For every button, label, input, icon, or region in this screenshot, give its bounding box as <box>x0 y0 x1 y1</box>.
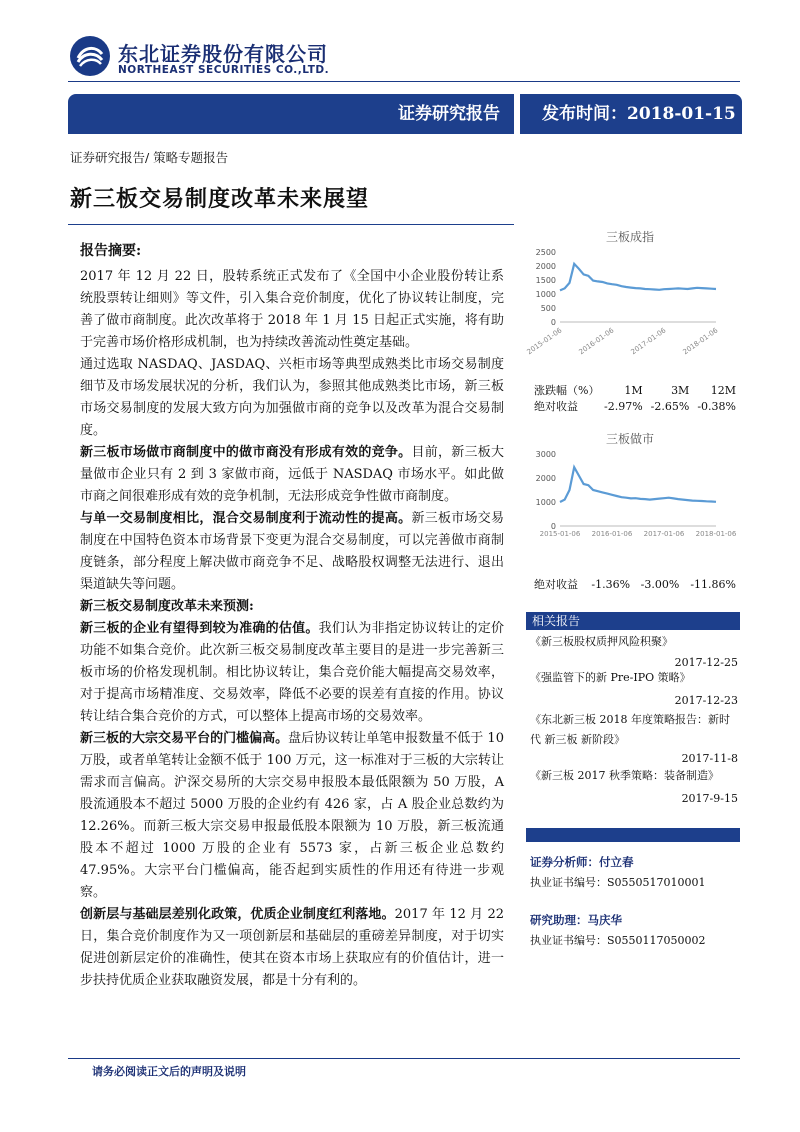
perf-table-2 <box>530 576 740 592</box>
header-divider <box>68 81 740 82</box>
paragraph: 新三板市场做市商制度中的做市商没有形成有效的竞争。目前，新三板大量做市企业只有 2 到 3 家做市商，远低于 NASDAQ 市场水平。如此做市商之间很难形成有效的竞争机制，无法形成竞争性做市商制度。 <box>80 445 504 504</box>
breadcrumb: 证券研究报告/ 策略专题报告 <box>70 150 229 165</box>
y-tick-label: 0 <box>550 318 556 327</box>
x-tick-label: 2015-01-06 <box>539 530 581 538</box>
x-tick-label: 2018-01-06 <box>695 530 737 538</box>
perf-row: 绝对收益 -1.36% -3.00% -11.86% <box>534 577 736 591</box>
sanban-market-maker-chart <box>526 448 740 548</box>
related-reports-header: 相关报告 <box>526 612 740 630</box>
x-tick-label: 2015-01-06 <box>526 326 564 356</box>
report-type-banner <box>68 94 514 134</box>
y-tick-label: 3000 <box>535 450 556 459</box>
company-name-cn: 东北证券股份有限公司 <box>118 42 328 66</box>
page-title: 新三板交易制度改革未来展望 <box>70 186 370 212</box>
y-tick-label: 1000 <box>535 290 556 299</box>
company-logo-icon <box>70 36 110 76</box>
related-report-title[interactable]: 《新三板股权质押风险积聚》 <box>530 635 673 648</box>
publish-date-banner <box>520 94 742 134</box>
related-report-date: 2017-12-23 <box>674 694 738 707</box>
analyst-cert-no: 执业证书编号：S0550517010001 <box>530 876 706 889</box>
y-tick-label: 2000 <box>535 474 556 483</box>
y-tick-label: 500 <box>540 304 556 313</box>
paragraph: 新三板交易制度改革未来预测: <box>80 599 254 614</box>
chart-title: 三板成指 <box>606 230 655 244</box>
chart-title: 三板做市 <box>606 432 655 446</box>
report-type-label: 证券研究报告 <box>398 104 500 124</box>
summary-heading: 报告摘要: <box>80 243 142 259</box>
perf-row: 绝对收益 -2.97% -2.65% -0.38% <box>534 399 736 413</box>
x-tick-label: 2018-01-06 <box>681 326 720 356</box>
publish-date-label: 发布时间：2018-01-15 <box>542 104 736 124</box>
series-line <box>560 264 716 291</box>
sanban-index-chart <box>526 246 740 356</box>
footer-divider <box>68 1058 740 1059</box>
y-tick-label: 1500 <box>535 276 556 285</box>
series-line <box>560 467 716 502</box>
sidebar-divider-bar <box>526 828 740 842</box>
related-report-title[interactable]: 《新三板 2017 秋季策略：装备制造》 <box>530 769 719 782</box>
perf-header-row: 涨跌幅（%） 1M 3M 12M <box>534 383 736 397</box>
paragraph: 创新层与基础层差别化政策，优质企业制度红利落地。2017 年 12 月 22 日，集合竞价制度作为又一项创新层和基础层的重磅差异制度，对于切实促进创新层定价的准确性，使其在资本市场上获取应有的价值估计，进一步扶持优质企业获取融资发展，都是十分有利的。 <box>80 907 504 988</box>
x-tick-label: 2016-01-06 <box>577 326 616 356</box>
footer-disclaimer: 请务必阅读正文后的声明及说明 <box>92 1065 246 1078</box>
y-tick-label: 2500 <box>535 248 556 257</box>
paragraph: 与单一交易制度相比，混合交易制度利于流动性的提高。新三板市场交易制度在中国特色资本市场背景下变更为混合交易制度，可以完善做市商制度链条，部分程度上解决做市商竞争不足、战略股权调整无法进行、退出渠道缺失等问题。 <box>80 511 504 592</box>
x-tick-label: 2017-01-06 <box>629 326 668 356</box>
analyst-name: 证券分析师：付立春 <box>530 855 634 869</box>
paragraph: 新三板的企业有望得到较为准确的估值。我们认为非指定协议转让的定价功能不如集合竞价。此次新三板交易制度改革主要目的是进一步完善新三板市场的价格发现机制。相比协议转让，集合竞价能大幅提高交易效率，对于提高市场精准度、交易效率，降低不必要的误差有直接的作用。协议转让结合集合竞价的方式，可以整体上提高市场的交易效率。 <box>80 621 504 724</box>
related-report-date: 2017-12-25 <box>674 656 738 669</box>
y-tick-label: 0 <box>550 522 556 531</box>
y-tick-label: 2000 <box>535 262 556 271</box>
paragraph: 2017 年 12 月 22 日，股转系统正式发布了《全国中小企业股份转让系统股票转让细则》等文件，引入集合竞价制度，优化了协议转让制度，完善了做市商制度。此次改革将于 2018 年 1 月 15 日起正式实施，将有助于完善市场价格形成机制，也为持续改善流动性奠定基础。 <box>80 269 504 350</box>
related-report-date: 2017-11-8 <box>681 752 738 765</box>
y-tick-label: 1000 <box>535 498 556 507</box>
assistant-cert-no: 执业证书编号：S0550117050002 <box>530 934 706 947</box>
x-tick-label: 2016-01-06 <box>591 530 633 538</box>
x-tick-label: 2017-01-06 <box>643 530 685 538</box>
paragraph: 新三板的大宗交易平台的门槛偏高。盘后协议转让单笔申报数量不低于 10 万股，或者单笔转让金额不低于 100 万元，这一标准对于三板的大宗转让需求而言偏高。沪深交易所的大宗交易申报股本最低限额为 50 万股，A 股流通股本不超过 5000 万股的企业约有 426 家，占 A 股企业总数约为 12.26%。而新三板大宗交易申报最低股本限额为 10 万股，新三板流通股本不超过 1000 万股的企业有 5573 家，占新三板企业总数约 47.95%。大宗平台门槛偏高，能否起到实质性的作用还有待进一步观察。 <box>80 731 504 900</box>
paragraph: 通过选取 NASDAQ、JASDAQ、兴柜市场等典型成熟类比市场交易制度细节及市场发展状况的分析，我们认为，参照其他成熟类比市场，新三板市场交易制度的发展大致方向为加强做市商的竞争以及改革为混合交易制度。 <box>80 357 504 438</box>
perf-table-1 <box>530 382 740 414</box>
related-report-date: 2017-9-15 <box>681 792 738 805</box>
related-report-title[interactable]: 《东北新三板 2018 年度策略报告：新时代 新三板 新阶段》 <box>530 713 730 746</box>
related-report-title[interactable]: 《强监管下的新 Pre-IPO 策略》 <box>530 671 691 684</box>
assistant-name: 研究助理：马庆华 <box>530 913 622 927</box>
title-divider <box>68 224 514 225</box>
company-name-en: NORTHEAST SECURITIES CO.,LTD. <box>118 64 330 76</box>
summary-body <box>80 266 504 992</box>
